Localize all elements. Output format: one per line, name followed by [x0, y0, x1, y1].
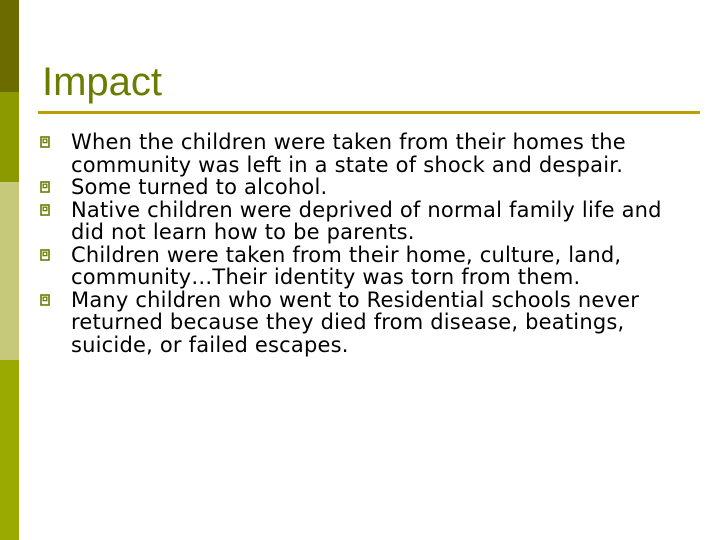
square-p-bullet-icon [40, 136, 50, 148]
title-divider [38, 111, 700, 114]
bullet-item [40, 244, 680, 289]
square-p-bullet-icon [40, 294, 50, 306]
bullet-text: Many children who went to Residential schools never returned because they died from disease, beatings, suicide, or failed escapes. [71, 287, 640, 357]
side-strip-top [0, 0, 19, 92]
bullet-text: Some turned to alcohol. [71, 175, 328, 199]
square-p-bullet-icon [40, 181, 50, 193]
square-p-bullet-icon [40, 249, 50, 261]
side-strip-bottom [0, 360, 19, 540]
bullet-list [40, 131, 680, 356]
bullet-item [40, 176, 680, 199]
bullet-text: Native children were deprived of normal family life and did not learn how to be parents. [71, 197, 662, 244]
side-strip-light [0, 182, 19, 360]
side-strip-middle [0, 92, 19, 182]
bullet-text: Children were taken from their home, culture, land, community…Their identity was torn from them. [71, 242, 622, 289]
bullet-item [40, 289, 680, 357]
slide-title: Impact [42, 60, 163, 104]
square-p-bullet-icon [40, 204, 50, 216]
bullet-text: When the children were taken from their homes the community was left in a state of shock and despair. [71, 130, 626, 177]
bullet-item [40, 131, 680, 176]
bullet-item [40, 199, 680, 244]
